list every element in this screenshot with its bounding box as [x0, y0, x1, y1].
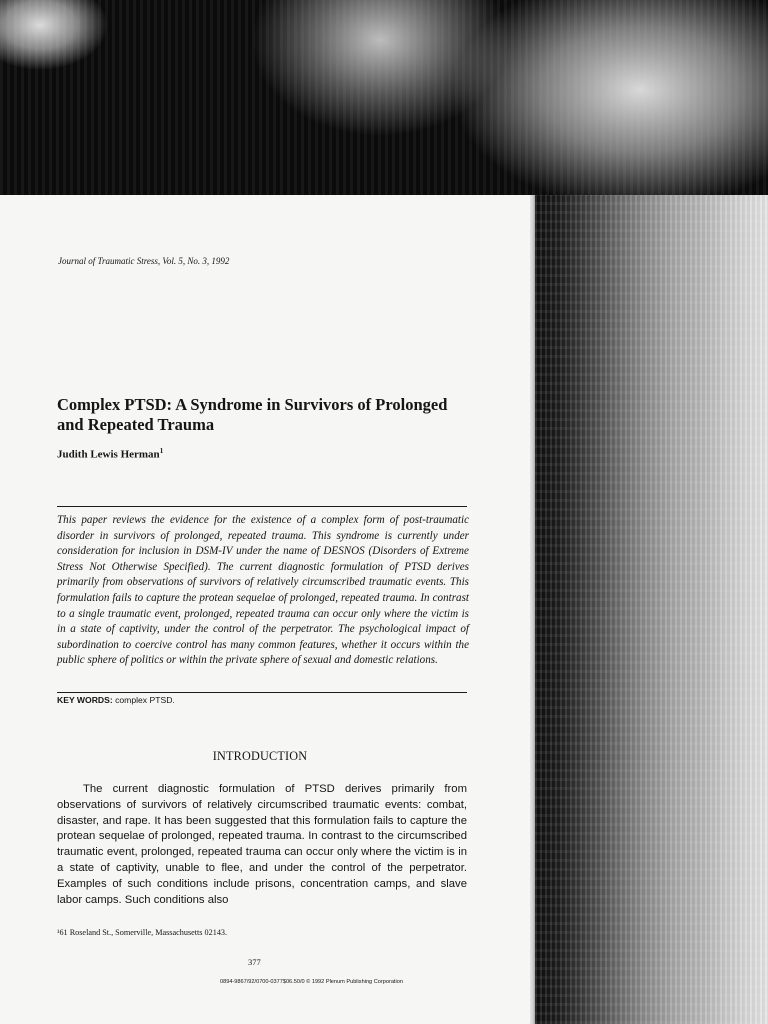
paper-title: Complex PTSD: A Syndrome in Survivors of Prolonged and Repeated Trauma [57, 395, 448, 434]
introduction-paragraph: The current diagnostic formulation of PTSD derives primarily from observations of survivors of relatively circumscribed traumatic events: combat, disaster, and rape. It has been suggested that this formulation fails to capture the protean sequelae of prolonged, repeated trauma. In contrast to the circumscribed traumatic event, prolonged, repeated trauma can occur only where the victim is in a state of captivity, unable to flee, and under the control of the perpetrator. Examples of such conditions include prisons, concentration camps, and slave labor camps. Such conditions also [57, 783, 467, 906]
key-words [57, 695, 175, 705]
copyright-line: 0894-9867/92/0700-0377$06.50/0 © 1992 Plenum Publishing Corporation [220, 979, 403, 985]
abstract: This paper reviews the evidence for the existence of a complex form of post-traumatic disorder in survivors of prolonged, repeated trauma. This syndrome is currently under consideration for inclusion in DSM-IV under the name of DESNOS (Disorders of Extreme Stress Not Otherwise Specified). The current diagnostic formulation of PTSD derives primarily from observations of survivors of relatively circumscribed traumatic events. This formulation fails to capture the protean sequelae of prolonged, repeated trauma. In contrast to a single traumatic event, prolonged, repeated trauma can occur only where the victim is in a state of captivity, under the control of the perpetrator. The psychological impact of subordination to coercive control has many common features, whether it occurs within the public sphere of politics or within the private sphere of sexual and domestic relations. [57, 514, 469, 667]
author-footnote-mark: 1 [159, 447, 164, 455]
abstract-bottom-rule [57, 692, 467, 693]
author-footnote: ¹61 Roseland St., Somerville, Massachusetts 02143. [57, 928, 228, 937]
author-name: Judith Lewis Herman [57, 448, 160, 461]
scan-dark-border-right [535, 195, 768, 1024]
key-words-value: complex PTSD. [115, 695, 175, 705]
author-line [57, 447, 163, 461]
page-number: 377 [248, 957, 261, 967]
journal-header: Journal of Traumatic Stress, Vol. 5, No. 3, 1992 [58, 256, 230, 266]
abstract-top-rule [57, 506, 467, 507]
scan-dark-border-top [0, 0, 768, 195]
section-heading-introduction: INTRODUCTION [212, 749, 308, 763]
key-words-label: KEY WORDS: [57, 695, 113, 705]
